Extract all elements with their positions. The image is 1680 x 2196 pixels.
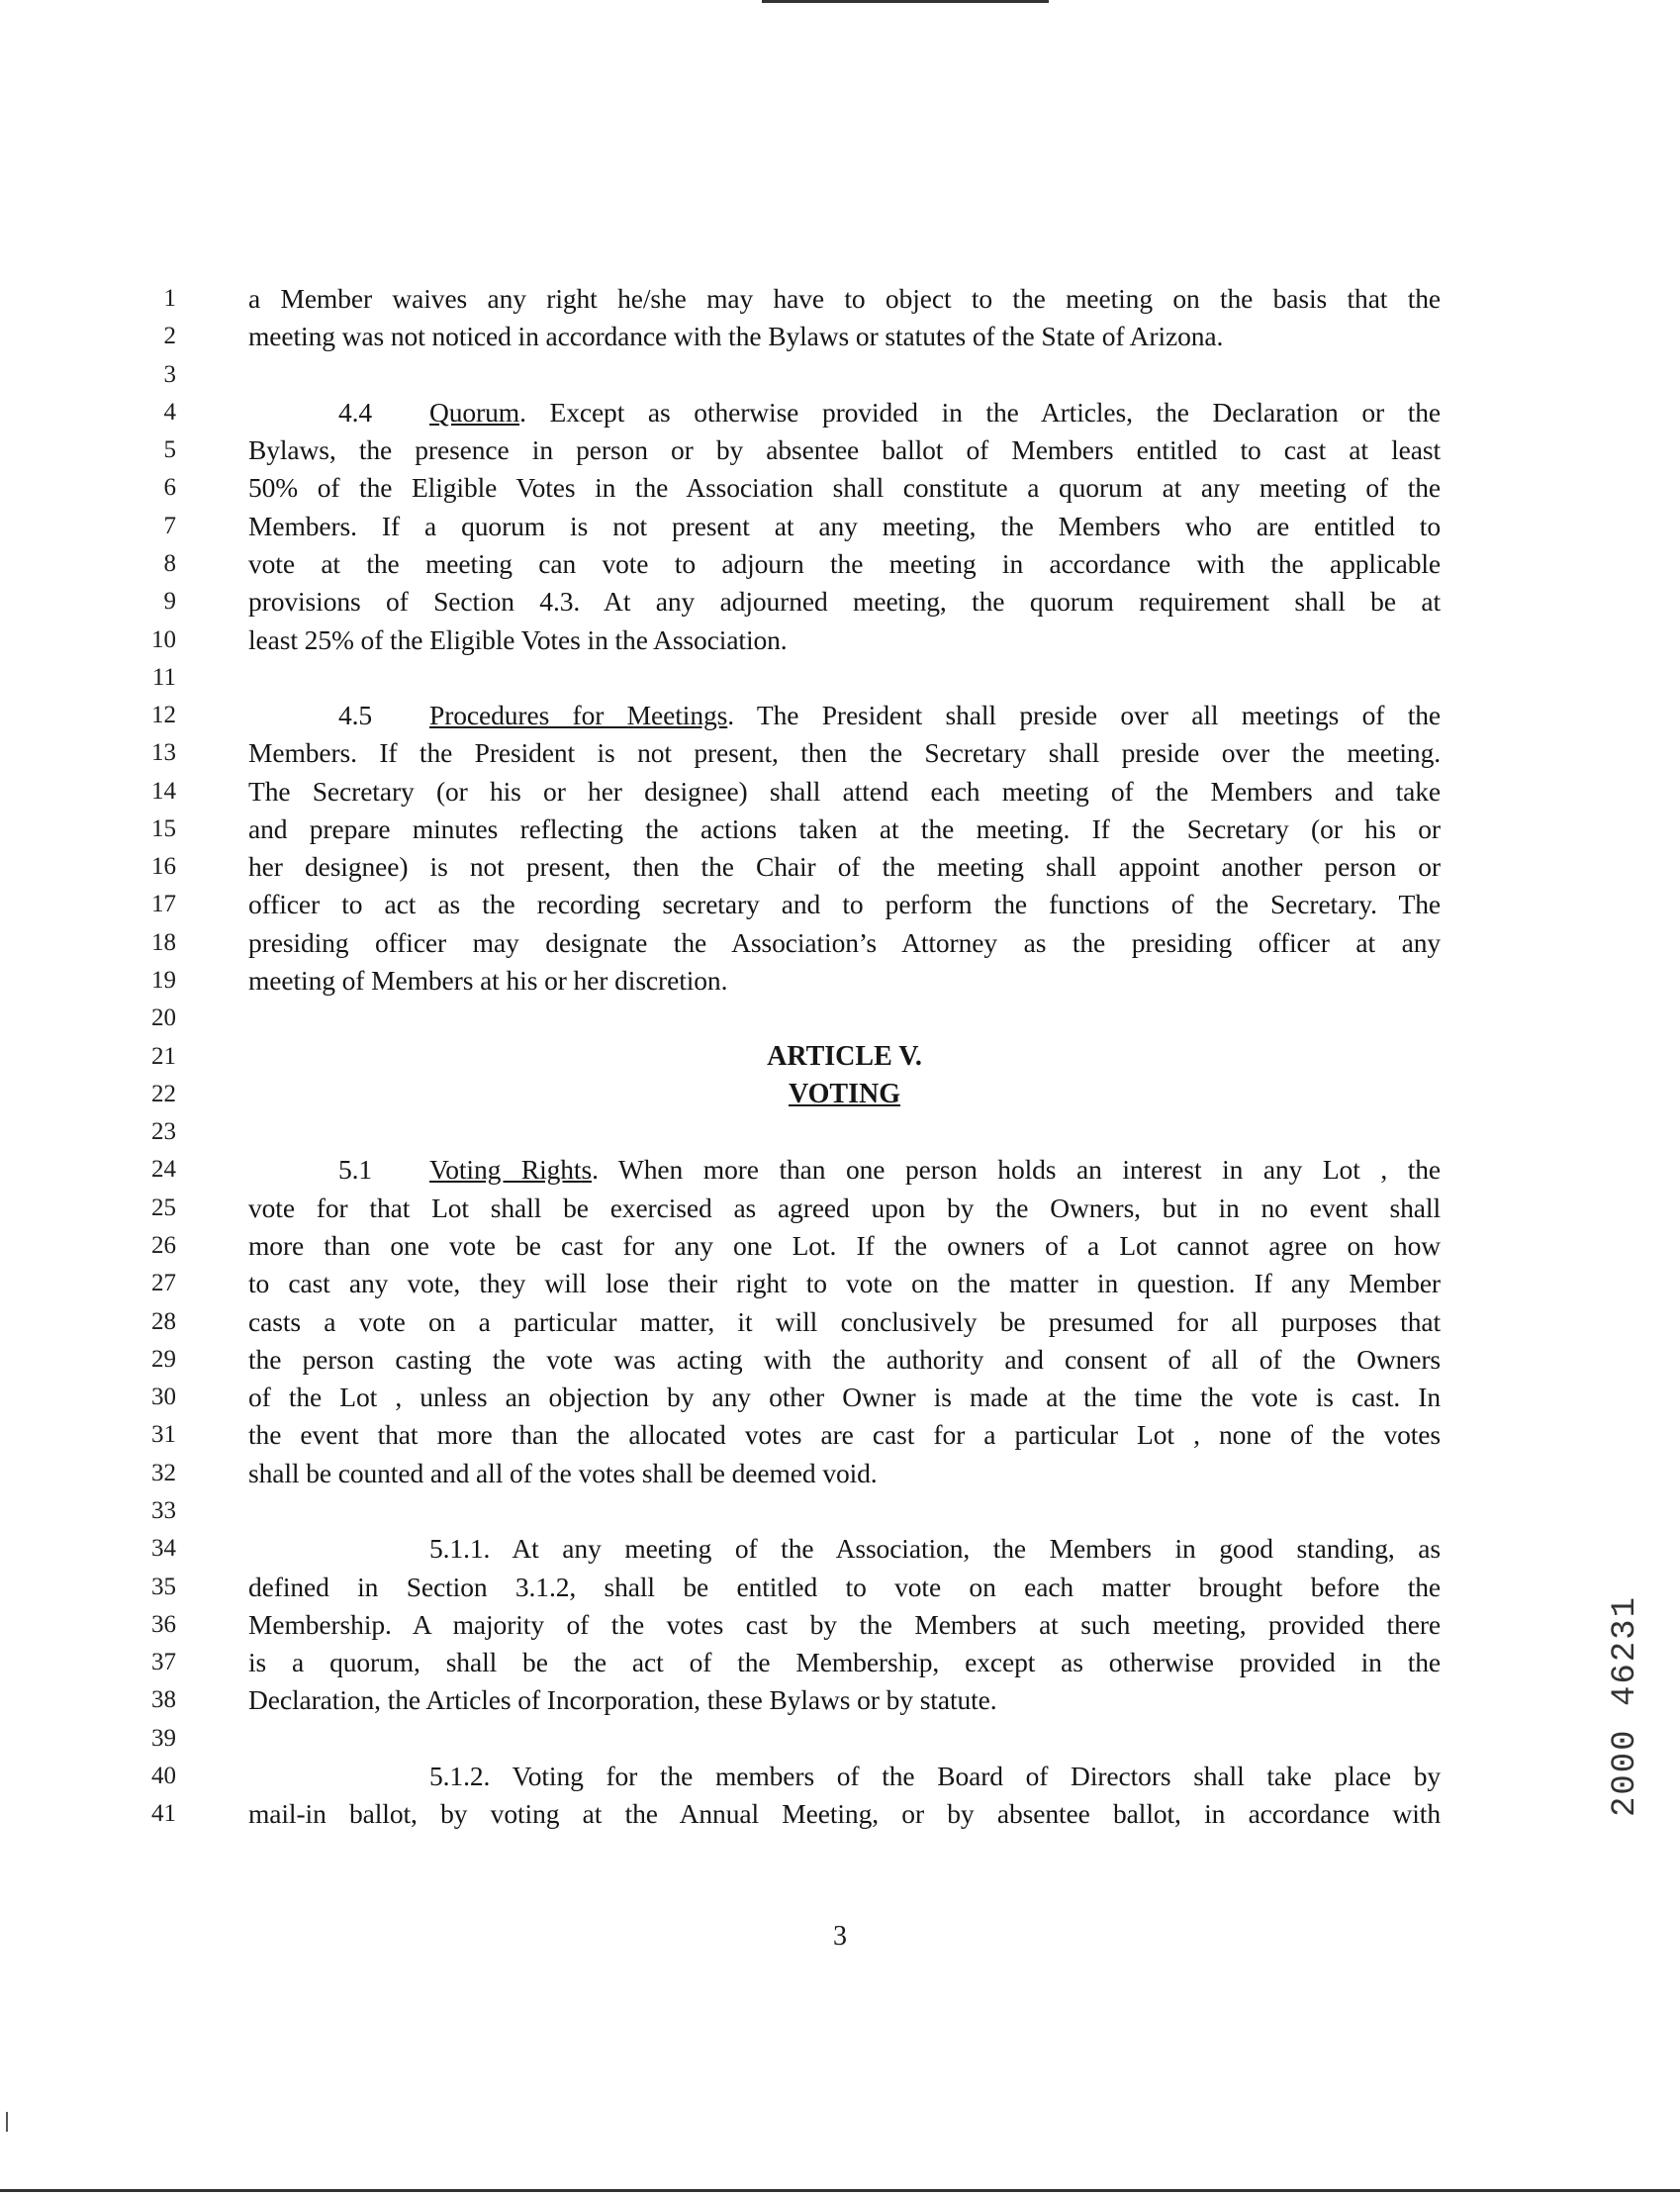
line-number: 25 [151,1193,176,1221]
line-number: 5 [163,436,176,464]
line-number: 4 [163,398,176,426]
line-number: 15 [151,814,176,842]
document-line [0,1265,1680,1302]
line-text: vote for that Lot shall be exercised as agreed upon by the Owners, but in no event shall [248,1192,1441,1223]
line-text: 4.5 Procedures for Meetings. The President shall preside over all meetings of the [338,697,1441,734]
document-line [0,621,1680,659]
document-line [0,1038,1680,1076]
page-number: 3 [833,1921,847,1952]
line-number: 3 [163,360,176,388]
line-text: her designee) is not present, then the Chair of the meeting shall appoint another person or [248,851,1441,883]
line-text: provisions of Section 4.3. At any adjourned meeting, the quorum requirement shall be at [248,586,1441,618]
line-number: 21 [151,1042,176,1070]
line-number: 24 [151,1156,176,1184]
line-text: shall be counted and all of the votes shall be deemed void. [248,1457,878,1488]
line-number: 34 [151,1535,176,1563]
line-text: Members. If a quorum is not present at any meeting, the Members who are entitled to [248,510,1441,541]
line-number: 27 [151,1270,176,1297]
line-number: 17 [151,891,176,918]
line-number: 36 [151,1610,176,1638]
document-line [0,773,1680,811]
line-text: Membership. A majority of the votes cast by the Members at such meeting, provided there [248,1608,1441,1640]
line-number: 12 [151,702,176,729]
document-line [0,1569,1680,1606]
line-text: vote at the meeting can vote to adjourn the meeting in accordance with the applicable [248,547,1441,579]
line-number: 38 [151,1686,176,1714]
document-line [0,1416,1680,1454]
document-line [0,1341,1680,1379]
line-number: 39 [151,1724,176,1752]
document-line [0,1644,1680,1681]
line-text: 4.4 Quorum. Except as otherwise provided in the Articles, the Declaration or the [338,394,1441,431]
document-line [0,1681,1680,1719]
line-text: Members. If the President is not present, then the Secretary shall preside over the meeting. [248,737,1441,769]
line-number: 1 [163,285,176,312]
line-text: least 25% of the Eligible Votes in the Association. [248,623,788,655]
line-text: 5.1 Voting Rights. When more than one person holds an interest in any Lot , the [338,1151,1441,1189]
document-line [0,848,1680,886]
line-number: 30 [151,1384,176,1411]
line-text: presiding officer may designate the Association’s Attorney as the presiding officer at any [248,926,1441,958]
line-number: 19 [151,967,176,995]
line-text: casts a vote on a particular matter, it will conclusively be presumed for all purposes that [248,1305,1441,1337]
document-line [0,1492,1680,1530]
document-line [0,318,1680,355]
section-number: 4.4 [338,396,373,428]
line-number: 41 [151,1800,176,1828]
line-text: a Member waives any right he/she may have to object to the meeting on the basis that the [248,283,1441,314]
document-line [0,469,1680,507]
line-text: Bylaws, the presence in person or by absentee ballot of Members entitled to cast at least [248,434,1441,466]
section-heading: Quorum [429,396,520,428]
line-number: 16 [151,853,176,881]
document-line [0,1000,1680,1037]
document-line [0,280,1680,318]
document-line [0,1076,1680,1113]
line-number: 11 [151,663,176,691]
line-number: 20 [151,1004,176,1032]
document-line [0,1379,1680,1416]
line-text: 5.1.1. At any meeting of the Association, the Members in good standing, as [429,1533,1441,1565]
document-line [0,697,1680,734]
line-number: 8 [163,549,176,577]
document-line [0,508,1680,545]
line-number: 13 [151,739,176,767]
document-line [0,1530,1680,1568]
section-number: 4.5 [338,700,373,731]
line-text: officer to act as the recording secretary and to perform the functions of the Secretary. The [248,889,1441,920]
line-number: 9 [163,588,176,616]
document-line [0,1455,1680,1492]
line-text: the event that more than the allocated votes are cast for a particular Lot , none of the votes [248,1419,1441,1451]
line-number: 23 [151,1118,176,1146]
document-line [0,1113,1680,1151]
document-line [0,545,1680,583]
document-line [0,1795,1680,1833]
document-line [0,1758,1680,1795]
article-heading: ARTICLE V. [767,1040,922,1072]
document-line [0,734,1680,772]
document-line [0,431,1680,469]
line-text: more than one vote be cast for any one Lot. If the owners of a Lot cannot agree on how [248,1230,1441,1261]
line-text: is a quorum, shall be the act of the Membership, except as otherwise provided in the [248,1647,1441,1678]
line-number: 10 [151,625,176,653]
line-text: The Secretary (or his or her designee) shall attend each meeting of the Members and take [248,775,1441,807]
document-line [0,1190,1680,1227]
document-line [0,924,1680,962]
line-text: meeting of Members at his or her discretion. [248,965,728,997]
line-number: 6 [163,474,176,502]
line-number: 22 [151,1080,176,1107]
line-text: of the Lot , unless an objection by any other Owner is made at the time the vote is cast. In [248,1382,1441,1413]
document-line [0,1227,1680,1265]
section-heading: Voting Rights [429,1154,593,1186]
line-text: Declaration, the Articles of Incorporation, these Bylaws or by statute. [248,1684,997,1716]
document-line [0,394,1680,431]
line-text: 50% of the Eligible Votes in the Association shall constitute a quorum at any meeting of the [248,472,1441,504]
line-number: 35 [151,1573,176,1600]
line-number: 28 [151,1307,176,1335]
line-text: the person casting the vote was acting with the authority and consent of all of the Owners [248,1343,1441,1375]
line-text: and prepare minutes reflecting the actions taken at the meeting. If the Secretary (or his or [248,812,1441,844]
line-number: 26 [151,1232,176,1259]
document-line [0,962,1680,1000]
line-text: mail-in ballot, by voting at the Annual Meeting, or by absentee ballot, in accordance with [248,1798,1441,1830]
document-line [0,811,1680,848]
document-line [0,1303,1680,1341]
line-number: 40 [151,1762,176,1789]
document-line [0,1606,1680,1644]
line-number: 33 [151,1496,176,1524]
document-line [0,886,1680,923]
line-number: 32 [151,1459,176,1486]
document-line [0,356,1680,394]
document-line [0,1720,1680,1758]
document-line [0,659,1680,697]
line-text: 5.1.2. Voting for the members of the Board of Directors shall take place by [429,1760,1441,1791]
line-number: 31 [151,1421,176,1449]
document-line [0,1151,1680,1189]
section-number: 5.1 [338,1154,373,1186]
line-text: meeting was not noticed in accordance with the Bylaws or statutes of the State of Arizona. [248,321,1224,352]
line-text: defined in Section 3.1.2, shall be entitled to vote on each matter brought before the [248,1571,1441,1602]
line-number: 2 [163,323,176,350]
line-number: 7 [163,512,176,539]
document-line [0,583,1680,621]
line-number: 14 [151,777,176,805]
line-number: 37 [151,1649,176,1676]
section-heading: Procedures for Meetings [429,700,728,731]
line-text: to cast any vote, they will lose their right to vote on the matter in question. If any Member [248,1268,1441,1299]
line-number: 29 [151,1345,176,1373]
document-stamp: 2000 46231 [1607,1595,1644,1818]
line-number: 18 [151,928,176,956]
article-title: VOTING [788,1078,900,1109]
